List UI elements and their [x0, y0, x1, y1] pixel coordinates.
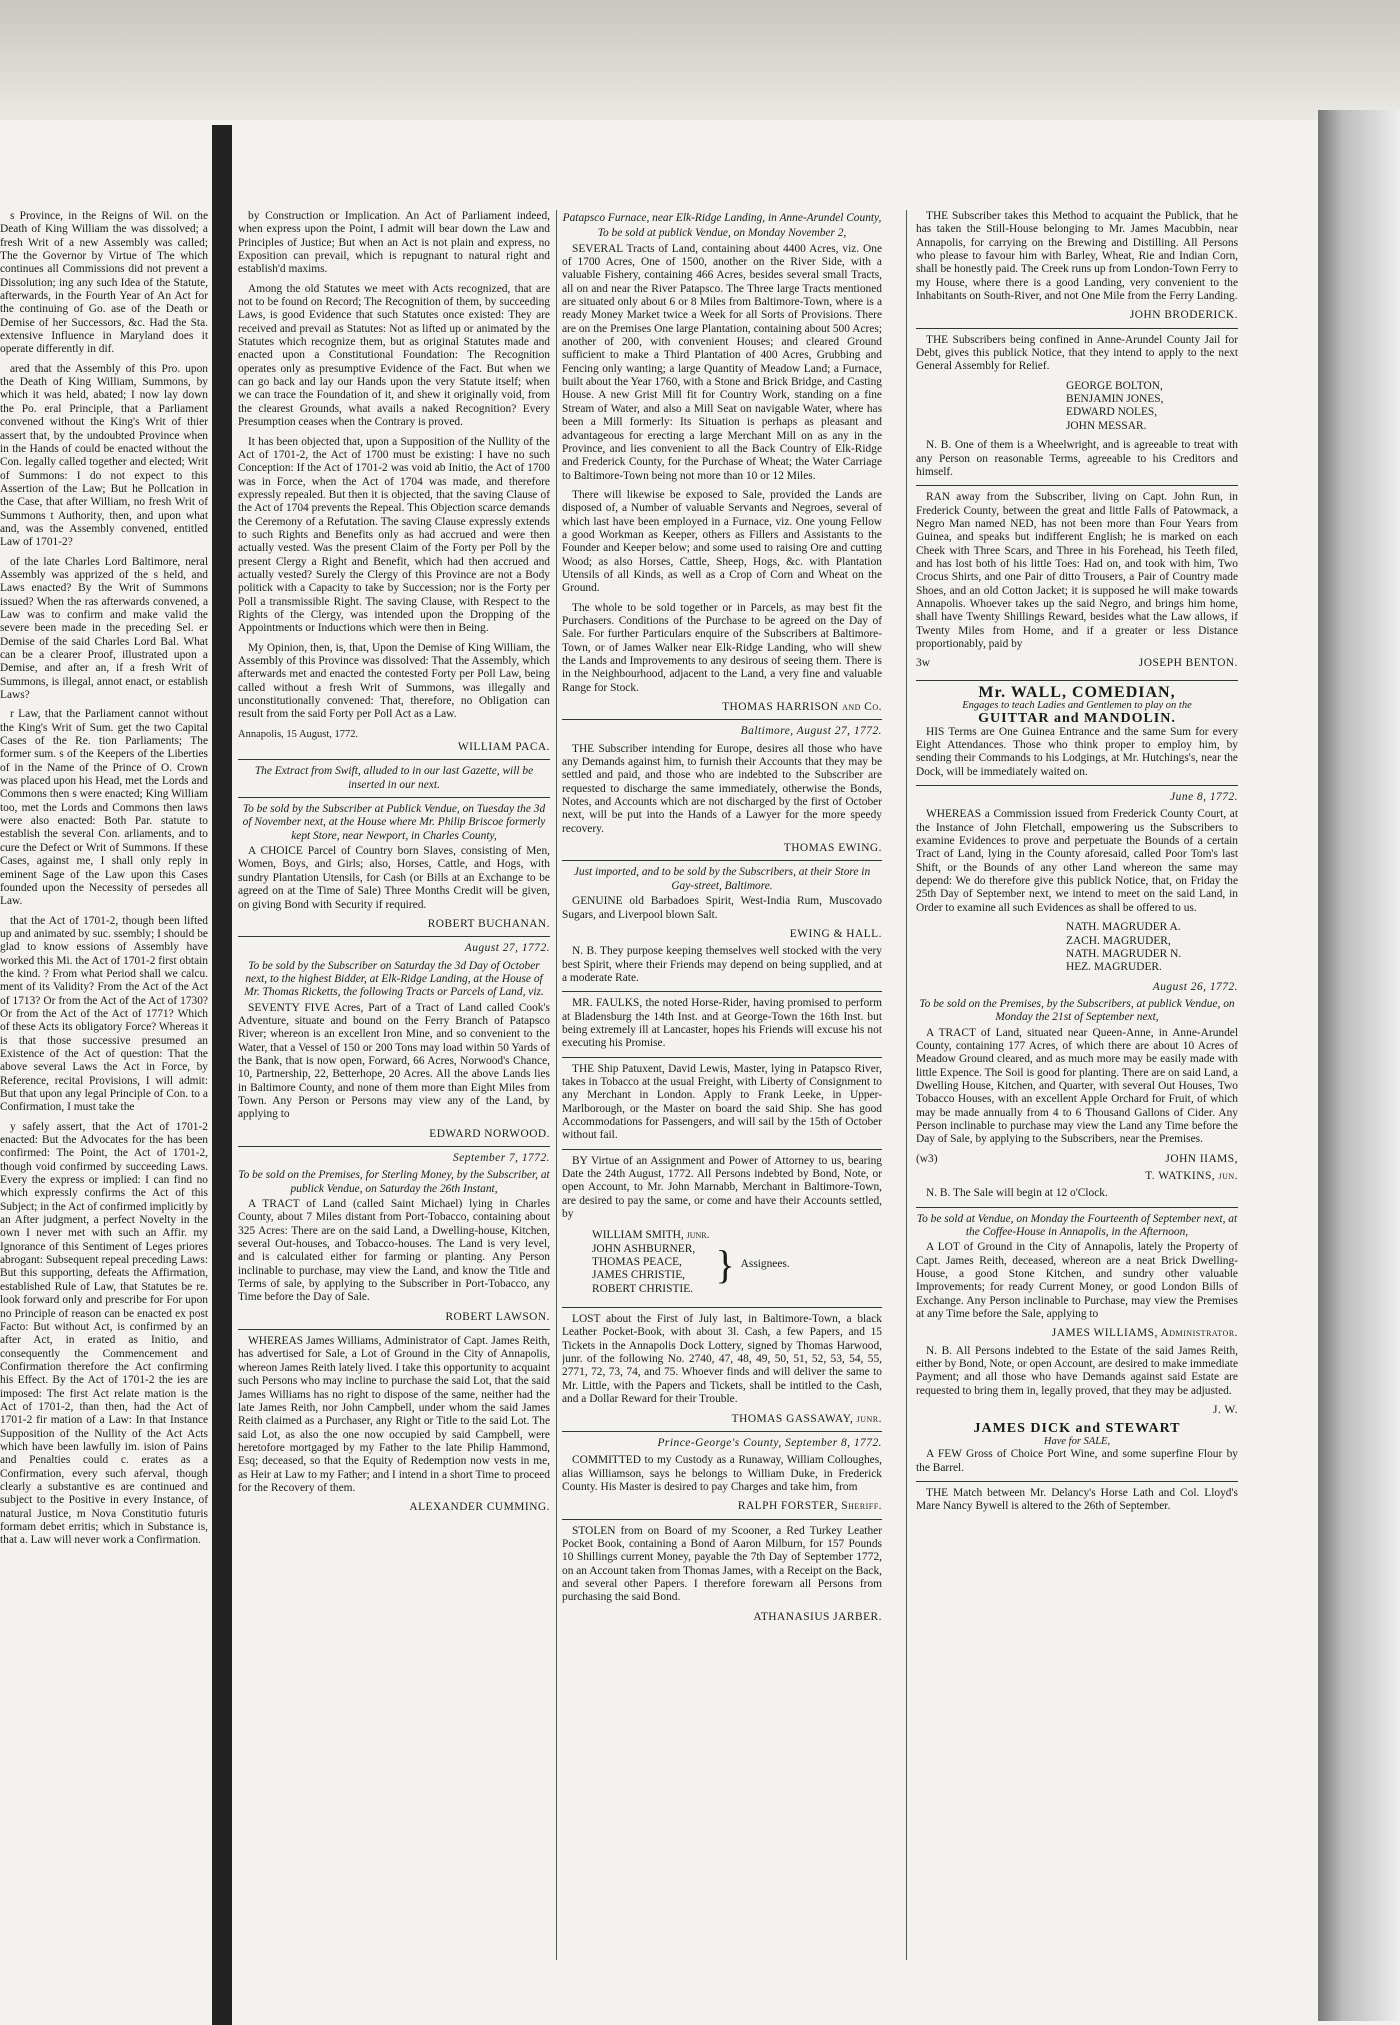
ad-heading: To be sold on the Premises, for Sterling Money, by the Subscriber, at publick Vendue, on Saturday the 26th Instant, — [238, 1169, 550, 1195]
debtor-name: GEORGE BOLTON, — [1066, 379, 1163, 392]
assignee-name: WILLIAM SMITH, junr. — [592, 1229, 710, 1242]
debtor-list — [1066, 380, 1238, 433]
divider — [916, 785, 1238, 786]
ad-heading: To be sold by the Subscriber at Publick Vendue, on Tuesday the 3d of November next, at the House where Mr. Philip Briscoe formerly kept Store, near Newport, in Charles County, — [242, 803, 546, 842]
insertion-mark: J. W. — [1213, 1404, 1238, 1417]
dateline: Baltimore, August 27, 1772. — [740, 725, 882, 738]
paragraph: Among the old Statutes we meet with Acts recognized, that are not to be found on Record; The Recognition of them, by succeeding Laws, is good Evidence that such Statutes once existed: They are received and prevail as Statutes: Not as lifted up or animated by the Statutes which recognize them, but as original Statutes made and enacted upon a Constitutional Foundation: The Recognition operates only as presumptive Evidence of the Fact. But when we can go back and lay our Hands upon the very Statute itself; when we can trace the Foundation of it, and shew it originally void, from the clearest Grounds, what avails a naked Recognition? Every Presumption ceases when the Contrary is proved. — [238, 282, 550, 429]
divider — [562, 860, 882, 861]
ad-body: STOLEN from on Board of my Scooner, a Red Turkey Leather Pocket Book, containing a Bond of Aaron Milburn, for 157 Pounds 10 Shillings current Money, payable the 7th Day of September 1772, on an Account taken from Thomas James, with a Receipt on the Back, and several other Papers. I therefore forewarn all Persons from purchasing the said Bond. — [562, 1524, 882, 1604]
ad-body: The whole to be sold together or in Parcels, as may best fit the Purchasers. Conditions of the Purchase to be agreed on the Day of Sale. For further Particulars enquire of the Subscribers at Baltimore-Town, or of James Walker near Elk-Ridge Landing, who will shew the Lands and Improvements to any desirous of seeing them. There is in the Neighbourhood, adjacent to the Land, a very fine and valuable Range for Stock. — [562, 601, 882, 694]
signature: RALPH FORSTER, Sheriff. — [737, 1500, 882, 1513]
paragraph: r Law, that the Parliament cannot without the King's Writ of Sum. get the two Capital Cases of the Re. tion Parliaments; The former sum. s of the Keepers of the Liberties of in the Name of the Prince of O. Crown was placed upon his Head, met the Lords and Commons then s were enacted; King William too, met the Lords and Commons then laws were also enacted: Both Par. statute to establish the several Con. arliaments, and to cure the Defect or Writ of Summons. If these Cases, against me, I shall only reply in eminent Sage of the Law upon this Cases founded upon the Necessity of persedes all Law. — [0, 708, 208, 908]
ad-body: N. B. They purpose keeping themselves well stocked with the very best Spirit, where their Friends may depend on being supplied, and at a moderate Rate. — [562, 945, 882, 984]
signature: THOMAS GASSAWAY, junr. — [731, 1412, 882, 1425]
divider — [916, 1207, 1238, 1208]
paragraph: y safely assert, that the Act of 1701-2 enacted: But the Advocates for the has been confirmed: The Point, the Act of 1701-2, though void confirmed by succeeding Laws. Every the express or implied: I can find no which expressly confirms the Act of this Subject; in the Act of confirmed implicitly by an After judgment, a perfect Novelty in the own I never met with such an Affir. my Ignorance of this Sentiment of Leges priores abrogant: Subsequent repeal preceding Laws: But this supporting, defeats the Affirmation, established Rule of Law, that Statutes be re. look forward only and prescribe for For upon no Principle of reason can be enacted ex post Facto: But without Act, is confirmed by an after Act, in erated as Initio, and consequently the Commencement and Confirmation therefore the Act confirming his Effect. By the Act of 1701-2 the ies are imposed: The first Act relate mation is the Act of 1701-2, than then, had the Act of 1701-2 fir mation of a Law: In that Instance Supposition of the Nullity of the Act Acts which have been lawfully im. ision of Pains and Penalties could c. erates as a Confirmation, every such aferval, though clearly a substantive es are continued and subject to the Positive in every Instance, of natural Justice, m Nova Constitutio futuris formam debet erritis; which in Substance is, that a. Law will never work a Confirmation. — [0, 1120, 208, 1547]
divider — [238, 936, 550, 937]
insertion-mark: (w3) — [916, 1152, 938, 1165]
divider — [238, 797, 550, 798]
divider — [562, 1431, 882, 1432]
ad-body: A FEW Gross of Choice Port Wine, and some superfine Flour by the Barrel. — [916, 1448, 1238, 1474]
firm-name: JAMES DICK and STEWART — [973, 1420, 1181, 1436]
paragraph: It has been objected that, upon a Supposition of the Nullity of the Act of 1701-2, the Act of 1700 must be existing: I have no such Conception: If the Act of 1701-2 was void ab Initio, the Act of 1700 was in Force, when the Act of 1704 was made, and therefore expressly repealed. But then it is objected, that the saving Clause of the Act of 1704 prevents the Repeal. This Objection scarce demands the Ceremony of a Refutation. The saving Clause expressly extends to such Rights and Benefits only as had accrued and were then actually vested. Was the present Claim of the Forty per Poll by the present Clergy a Right and Benefit, which had then accrued and actually vested? Surely the Clergy of this Province are not a Body politick with a Capacity to take by Succession; nor is the Forty per Poll a transmissible Right. The saving Clause, with Respect to the Rights of the Clergy, was intended upon the Dropping of the Appointments or Inductions which were then in Being. — [238, 435, 550, 635]
ad-body: There will likewise be exposed to Sale, provided the Lands are disposed of, a Number of valuable Servants and Negroes, several of which last have been employed in a Furnace, viz. One young Fellow a good Workman as Keeper, others as Fillers and Assistants to the Founder and Keeper below; and some used to raising Ore and cutting Wood; as also Horses, Cattle, Sheep, Hogs, &c. with Plantation Utensils of all Kinds, as well as a Crop of Corn and Wheat on the Ground. — [562, 488, 882, 595]
signature: JAMES WILLIAMS, Administrator. — [1051, 1327, 1238, 1340]
dateline: September 7, 1772. — [453, 1152, 550, 1164]
signature: THOMAS HARRISON and Co. — [722, 701, 882, 714]
assignee-name: JOHN ASHBURNER, — [592, 1242, 696, 1255]
divider — [916, 680, 1238, 681]
ad-body: MR. FAULKS, the noted Horse-Rider, having promised to perform at Bladensburg the 14th Inst. and at George-Town the 16th Inst. but being extremely ill at Lancaster, hopes his Friends will excuse his not executing his Promise. — [562, 997, 882, 1050]
signature-row — [916, 1153, 1238, 1170]
ad-body: THE Subscribers being confined in Anne-Arundel County Jail for Debt, gives this publick Notice, that they intend to apply to the next General Assembly for Relief. — [916, 333, 1238, 373]
editor-note: The Extract from Swift, alluded to in our last Gazette, will be inserted in our next. — [254, 765, 534, 791]
paragraph: My Opinion, then, is, that, Upon the Demise of King William, the Assembly of this Province was dissolved: That the Assembly, which afterwards met and enacted the contested Forty per Poll Law, being called without a fresh Writ of Summons, was illegally and unconstitutionally convened: That, therefore, no Obligation can result from the said Forty per Poll Act as a Law. — [238, 641, 550, 721]
ad-body: A TRACT of Land (called Saint Michael) lying in Charles County, about 7 Miles distant from Port-Tobacco, containing about 325 Acres: There are on the said Land, a Dwelling-house, Kitchen, several Out-houses, and Tobacco-houses. The Land is very level, and is calculated either for farming or planting. Any Person inclinable to purchase, may view the Land, and know the Title and Terms of sale, by applying to the Subscriber in Port-Tobacco, any Time before the Day of Sale. — [238, 1198, 550, 1304]
signer-name: ZACH. MAGRUDER, — [1066, 934, 1171, 947]
divider — [562, 1307, 882, 1308]
signature: WILLIAM PACA. — [457, 741, 550, 754]
ad-heading: Just imported, and to be sold by the Subscribers, at their Store in Gay-street, Baltimore. — [573, 866, 871, 892]
divider — [916, 485, 1238, 486]
ad-body: GENUINE old Barbadoes Spirit, West-India Rum, Muscovado Sugars, and Liverpool blown Salt. — [562, 895, 882, 921]
ad-body: SEVERAL Tracts of Land, containing about 4400 Acres, viz. One of 1700 Acres, One of 1500, another on the River Side, with a valuable Fishery, containing 466 Acres, besides several small Tracts, all on and near the River Patapsco. The Three large Tracts mentioned are situated only about 6 or 8 Miles from Baltimore-Town, where is a ready Money Market twice a Week for all Sorts of Provisions. There are on the Premises One large Plantation, containing about 500 Acres; another of 200, with convenient Houses; and cleared Ground sufficient to make a Third Plantation of 400 Acres, Grubbing and Fencing only wanting; a large Quantity of Meadow Land; a Furnace, built about the Year 1760, with a Stone and Brick Bridge, and Casting House. A new Grist Mill fit for Country Work, standing on a fine Stream of Water, and also a Mill Seat on navigable Water, where has been a Mill formerly: Its Situation is perhaps as pleasant and advantageous for erecting a large Merchant Mill on as any in the Province, and lies convenient to all the Back Country of Elk-Ridge and Frederick County, for the Purchase of Wheat; the Water Carriage to Baltimore-Town being not more than 10 or 12 Miles. — [562, 242, 882, 482]
divider — [916, 328, 1238, 329]
signature: EWING & HALL. — [789, 927, 882, 940]
dateline: August 26, 1772. — [1152, 980, 1238, 993]
ad-body: BY Virtue of an Assignment and Power of Attorney to us, bearing Date the 24th August, 1772. All Persons indebted by Bond, Note, or open Account, to Mr. John Marnabb, Merchant in Baltimore-Town, are desired to pay the same, or come and have their Accounts settled, by — [562, 1154, 882, 1221]
divider — [916, 1481, 1238, 1482]
ad-body: N. B. The Sale will begin at 12 o'Clock. — [926, 1187, 1108, 1200]
assignees-block — [562, 1227, 882, 1302]
debtor-name: JOHN MESSAR. — [1066, 419, 1147, 432]
column-divider — [556, 210, 557, 1960]
divider — [562, 719, 882, 720]
dateline: Annapolis, 15 August, 1772. — [238, 728, 359, 740]
ad-body: LOST about the First of July last, in Baltimore-Town, a black Leather Pocket-Book, with about 3l. Cash, a few Papers, and 15 Tickets in the Annapolis Dock Lottery, signed by Thomas Harwood, junr. of the following No. 2740, 47, 48, 49, 50, 51, 52, 53, 54, 55, 2771, 72, 73, 74, and 75. Whoever finds and will deliver the same to Mr. Little, with the Papers and Tickets, shall be intitled to the Cash, and a Dollar Reward for their Trouble. — [562, 1313, 882, 1406]
ad-body: WHEREAS a Commission issued from Frederick County Court, at the Instance of John Fletchall, empowering us the Subscribers to examine Evidences to prove and perpetuate the Bounds of a certain Tract of Land, lying in the County aforesaid, called Poor Tom's last Shift, or the Bounds of any other Land whereon the same may depend: We do therefore give this publick Notice, that, on Friday the 25th Day of September next, we intend to meet on the said Land, in Order to examine all such Evidences as shall be offered to us. — [916, 808, 1238, 914]
divider — [562, 991, 882, 992]
dateline: Prince-George's County, September 8, 1772. — [657, 1436, 882, 1449]
assignee-list — [592, 1229, 709, 1296]
dateline: August 27, 1772. — [464, 942, 550, 955]
ad-body: N. B. All Persons indebted to the Estate of the said James Reith, either by Bond, Note, or open Account, are desired to make immediate Payment; and all those who have Demands against said Estate are requested to bring them in, legally proved, that they may be adjusted. — [916, 1344, 1238, 1397]
divider — [562, 1057, 882, 1058]
ad-body: WHEREAS James Williams, Administrator of Capt. James Reith, has advertised for Sale, a Lot of Ground in the City of Annapolis, whereon James Reith lately lived. I take this opportunity to acquaint such Persons who may incline to purchase the said Lot, that the said James Williams has no right to dispose of the same, neither had the late James Reith, nor John Campbell, under whom the said James Reith claimed as a Purchaser, any Right or Title to the said Lot. The said Lot, as also the one now occupied by said Campbell, were heretofore mortgaged by my Father to the late Philip Hammond, Esq; deceased, so that the Equity of Redemption now vests in me, as Heir at Law to my Father; and I intend in a short Time to proceed for the Recovery of them. — [238, 1335, 550, 1494]
assignees-label: Assignees. — [740, 1258, 790, 1271]
ad-body: THE Ship Patuxent, David Lewis, Master, lying in Patapsco River, takes in Tobacco at the usual Freight, with Liberty of Consignment to any Merchant in London. Apply to Frank Leeke, in Upper-Marlborough, or the Master on board the said Ship. She has good Accommodations for Passengers, and will sail by the 15th of October without fail. — [562, 1062, 882, 1142]
column-1 — [238, 210, 550, 1970]
ad-body: A TRACT of Land, situated near Queen-Anne, in Anne-Arundel County, containing 177 Acres, of which there are about 10 Acres of Meadow Ground cleared, and as much more may be easily made with little Expence. The Soil is good for planting. There are on said Land, a Dwelling House, Kitchen, and Quarter, with several Out Houses, Two Tobacco Houses, with an excellent Apple Orchard for Fruit, of which may be made annually from 4 to 6 Thousand Gallons of Cider. Any Person inclinable to purchase may view the Land any Time before the Day of Sale, by applying to the Subscribers, near the Premises. — [916, 1026, 1238, 1146]
ad-body: RAN away from the Subscriber, living on Capt. John Run, in Frederick County, between the great and little Falls of Patowmack, a Negro Man named NED, has not been more than Four Years from Guinea, and speaks but indifferent English; he is marked on each Cheek with Three Scars, and Three in his Forehead, his Teeth filed, and has lost both of his little Toes: Had on, and took with him, Two Crocus Shirts, and one Pair of ditto Trousers, a Pair of Country made Shoes, and an old Cotton Jacket; it is supposed he will make towards Annapolis. Whoever takes up the said Negro, and brings him home, shall have Twenty Shillings Reward, besides what the Law allows, if Twenty Miles from Home, and if a greater or less Distance proportionably, paid by — [916, 491, 1238, 650]
paragraph: that the Act of 1701-2, though been lifted up and animated by suc. ssembly; I should be glad to know essions of Assembly have worked this Mi. the Act of 1701-2 first obtain the kind. ? From what Period shall we calcu. ment of its Validity? From the Act of the Act of 1713? Or from the Act of the Act of 1730? Or from the Act of the Act of 1771? Which of these Acts its obligatory Force? Whereas it is that those successive presumed an Existence of the Act of question: That the above several Laws the Act in Force, by Reference, recital Provisions, I will admit: But that upon any legal Principle of Con. to a Confirmation, I must take the — [0, 914, 208, 1114]
column-3 — [916, 210, 1238, 1970]
ad-title: Mr. WALL, COMEDIAN, — [978, 683, 1176, 701]
ad-heading: To be sold at Vendue, on Monday the Fourteenth of September next, at the Coffee-House in Annapolis, in the Afternoon, — [916, 1212, 1238, 1239]
signer-list — [1066, 921, 1238, 974]
ad-body: HIS Terms are One Guinea Entrance and the same Sum for every Eight Attendances. Those who think proper to employ him, by sending their Commands to his Lodgings, at Mr. Hutchings's, near the Dock, will be immediately waited on. — [916, 725, 1238, 778]
column-divider — [906, 210, 907, 1960]
divider — [238, 1146, 550, 1147]
signature: THOMAS EWING. — [783, 842, 882, 855]
ad-subtitle: Engages to teach Ladies and Gentlemen to play on the — [962, 700, 1192, 711]
page-edge-shadow — [1318, 110, 1400, 2021]
signature: ATHANASIUS JARBER. — [753, 1610, 882, 1623]
assignee-name: JAMES CHRISTIE, — [592, 1269, 686, 1282]
debtor-name: EDWARD NOLES, — [1066, 406, 1158, 419]
divider — [562, 1519, 882, 1520]
signature: ROBERT BUCHANAN. — [427, 917, 550, 930]
signature: JOSEPH BENTON. — [1138, 657, 1238, 670]
divider — [238, 1329, 550, 1330]
ad-heading: To be sold by the Subscriber on Saturday the 3d Day of October next, to the highest Bidder, at Elk-Ridge Landing, at the House of Mr. Thomas Ricketts, the following Tracts or Parcels of Land, viz. — [244, 959, 544, 999]
ad-body: COMMITTED to my Custody as a Runaway, William Colloughes, alias Williamson, says he belongs to William Duke, in Frederick County. His Master is desired to pay Charges and take him, from — [562, 1454, 882, 1493]
signer-name: HEZ. MAGRUDER. — [1066, 961, 1162, 974]
signer-name: NATH. MAGRUDER A. — [1066, 921, 1181, 934]
ad-body: N. B. One of them is a Wheelwright, and is agreeable to treat with any Person on reasonable Terms, agreeable to his Creditors and himself. — [916, 439, 1238, 478]
assignee-name: ROBERT CHRISTIE. — [592, 1282, 693, 1295]
ad-body: THE Subscriber takes this Method to acquaint the Publick, that he has taken the Still-House belonging to Mr. James Macubbin, near Annapolis, for carrying on the Brewing and Distilling. All Persons who please to favour him with Barley, Wheat, Rie and Indian Corn, shall be honestly paid. The Creek runs up from London-Town Ferry to my House, where there is a good Landing, very convenient to the Inhabitants on South-River, and not One Mile from the Ferry Landing. — [916, 210, 1238, 303]
signature: JOHN BRODERICK. — [1129, 309, 1238, 322]
ad-heading: Patapsco Furnace, near Elk-Ridge Landing, in Anne-Arundel County, — [562, 212, 882, 224]
dateline: June 8, 1772. — [1170, 791, 1238, 804]
divider — [238, 759, 550, 760]
page-top-shadow — [0, 0, 1400, 120]
ad-heading: To be sold at publick Vendue, on Monday November 2, — [597, 227, 847, 240]
debtor-name: BENJAMIN JONES, — [1066, 393, 1164, 406]
ad-subtitle: Have for SALE, — [1043, 1435, 1111, 1447]
signature-row — [916, 657, 1238, 674]
ad-body: A CHOICE Parcel of Country born Slaves, consisting of Men, Women, Boys, and Girls; also, Horses, Cattle, and Hogs, with sundry Plantation Utensils, for Cash (or Bills at an Exchange to be agreed on at the Time of Sale) Three Months Credit will be given, on giving Bond with Security if required. — [238, 845, 550, 911]
signature: JOHN IIAMS, — [1165, 1152, 1238, 1165]
signature: ROBERT LAWSON. — [445, 1310, 550, 1323]
binding-gutter — [212, 125, 232, 2025]
ad-body: A LOT of Ground in the City of Annapolis, lately the Property of Capt. James Reith, deceased, whereon are a neat Brick Dwelling-House, a good Stone Kitchen, and sundry other valuable Improvements; for ready Current Money, or good London Bills of Exchange. Any Person inclinable to Purchase, may view the Premises at any Time before the Sale, applying to — [916, 1241, 1238, 1321]
signer-name: NATH. MAGRUDER N. — [1066, 947, 1182, 960]
signature: ALEXANDER CUMMING. — [409, 1501, 550, 1514]
paragraph: ared that the Assembly of this Pro. upon the Death of King William, Summons, by which it was held, abated; I now lay down the Po. eral Principle, that a Parliament convened without the King's Writ of thier assert that, by the undoubted Province when in the Hands of could be enacted without the Con. legally called together and elected; Writ of Summons: I do not expect to this Assertion of the Law; But he Pollcation in the Case, that after William, no fresh Writ of Summons t Authority, then, and upon what and, was the Assembly convened, entitled Law of 1701-2? — [0, 362, 208, 549]
ad-body: THE Match between Mr. Delancy's Horse Lath and Col. Lloyd's Mare Nancy Bywell is altered to the 26th of September. — [916, 1486, 1238, 1513]
column-left-page — [0, 210, 208, 1970]
divider — [562, 1149, 882, 1150]
insertion-mark: 3w — [916, 657, 930, 670]
ad-body: SEVENTY FIVE Acres, Part of a Tract of Land called Cook's Adventure, situate and bound on the Ferry Branch of Patapsco River; whereon is an excellent Iron Mine, and so convenient to the Water, that a Vessel of 150 or 200 Tons may load within 50 Yards of the Bank, that is now open, Forward, 66 Acres, Norwood's Chance, 10, Partnership, 22, Betterhope, 20 Acres. All the above Lands lies in Baltimore County, and none of them more than Eight Miles from Town. Any Person or Persons may view any of the Land, by applying to — [238, 1001, 550, 1121]
column-2 — [562, 210, 882, 1970]
ad-body: THE Subscriber intending for Europe, desires all those who have any Demands against him, to furnish their Accounts that they may be settled and paid, and those who are indebted to the Subscriber are requested to discharge the same immediately, otherwise the Bonds, Notes, and Accounts which are not discharged by the first of October next, will be put into the Hands of a Lawyer for the more speedy recovery. — [562, 742, 882, 835]
signature: EDWARD NORWOOD. — [429, 1127, 550, 1140]
ad-heading: To be sold on the Premises, by the Subscribers, at publick Vendue, on Monday the 21st of September next, — [919, 997, 1235, 1024]
paragraph: of the late Charles Lord Baltimore, neral Assembly was apprized of the s held, and Laws enacted? By the Writ of Summons issued? When the ras afterwards convened, a Law was to confirm and make valid the severe been made in the preceding Sel. er Demise of the said Charles Lord Bal. What can be a clearer Proof, illustrated upon a Demise, and after an, if a fresh Writ of Summons, is illegal, annot enact, or establish Laws? — [0, 555, 208, 702]
assignee-name: THOMAS PEACE, — [592, 1256, 682, 1269]
brace-glyph: } — [715, 1241, 735, 1287]
ad-title: GUITTAR and MANDOLIN. — [978, 711, 1176, 727]
paragraph: s Province, in the Reigns of Wil. on the Death of King William the was dissolved; a fresh Writ of a new Assembly was called; The the Governor by Virtue of The which continues all Commissions did not prevent a Dissolution; ing any such Idea of the Statute, afterwards, in the Fourth Year of An Act for the continuing of Go. ase of the Death or Demise of her Successors, &c. Had the Sta. extensive Influence in Maryland does it operate differently in dif. — [0, 210, 208, 356]
paragraph: by Construction or Implication. An Act of Parliament indeed, when express upon the Point, I admit will bear down the Law and Principles of Justice; But when an Act is not plain and express, no Exposition can prevail, which is repugnant to natural right and establish'd maxims. — [238, 210, 550, 276]
signature: T. WATKINS, jun. — [1145, 1170, 1238, 1182]
